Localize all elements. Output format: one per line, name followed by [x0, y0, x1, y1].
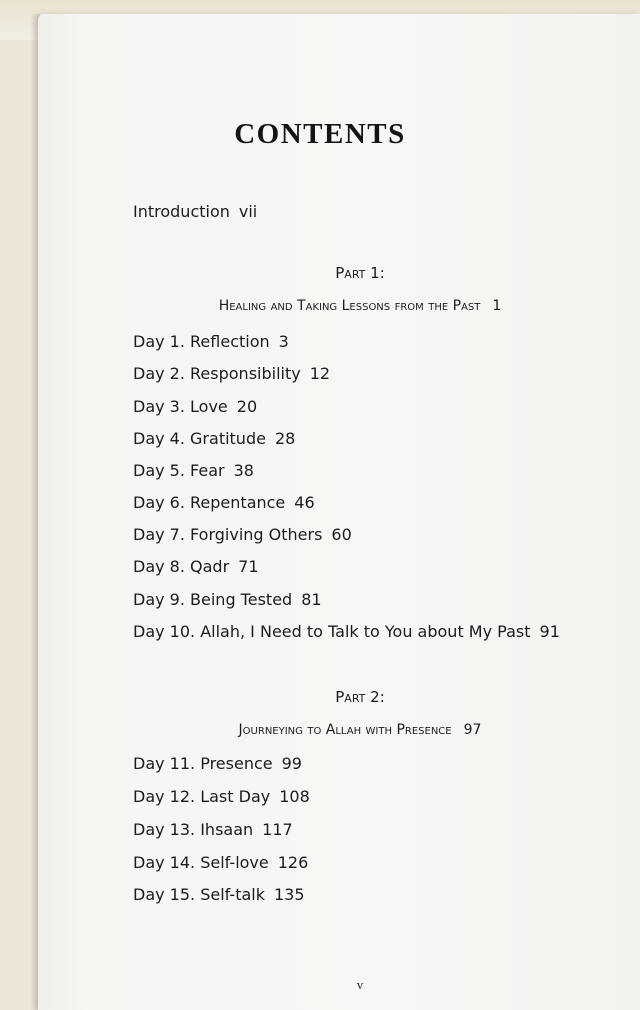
part-1-title: [40, 298, 640, 314]
toc-entry-page: 28: [274, 429, 296, 448]
toc-entry-day-3: [133, 397, 257, 416]
toc-entry-page: 108: [279, 787, 310, 806]
toc-entry-page: 91: [539, 622, 560, 641]
toc-entry-page: 60: [331, 525, 352, 544]
toc-entry-day-12: [133, 787, 310, 806]
toc-entry-day-2: [133, 364, 330, 383]
toc-entry-day-4: [133, 429, 295, 448]
toc-entry-introduction: [133, 202, 257, 221]
toc-entry-day-14: [133, 853, 308, 872]
toc-entry-page: 38: [233, 461, 254, 480]
toc-entry-day-5: [133, 461, 254, 480]
toc-entry-label: Day 12. Last Day: [133, 787, 271, 806]
toc-entry-label: Day 11. Presence: [133, 754, 273, 773]
toc-entry-day-11: [133, 754, 302, 773]
toc-entry-label: Introduction: [133, 202, 230, 221]
page-number: v: [356, 977, 364, 992]
toc-entry-label: Day 14. Self-love: [133, 853, 269, 872]
part-2-title: [40, 722, 640, 738]
toc-entry-page: 3: [278, 332, 289, 351]
toc-entry-label: Day 1. Reflection: [133, 332, 270, 351]
part-1-label: Part 1:: [335, 264, 385, 282]
book-page: [38, 14, 640, 1010]
toc-entry-page: 117: [262, 820, 293, 839]
toc-entry-page: 71: [238, 557, 259, 576]
toc-entry-page: 99: [281, 754, 302, 773]
toc-entry-label: Day 8. Qadr: [133, 557, 230, 576]
page-title: CONTENTS: [234, 118, 406, 150]
toc-entry-label: Day 7. Forgiving Others: [133, 525, 323, 544]
toc-entry-page: 46: [294, 493, 315, 512]
toc-entry-day-6: [133, 493, 315, 512]
part-2-label: Part 2:: [335, 688, 385, 706]
toc-entry-label: Day 10. Allah, I Need to Talk to You about My Past: [133, 622, 531, 641]
part-title-page: 97: [463, 722, 482, 738]
toc-entry-label: Day 9. Being Tested: [133, 590, 293, 609]
part-title-text: Healing and Taking Lessons from the Past: [218, 298, 481, 314]
toc-entry-label: Day 6. Repentance: [133, 493, 286, 512]
toc-entry-label: Day 3. Love: [133, 397, 228, 416]
toc-entry-day-7: [133, 525, 352, 544]
toc-entry-label: Day 5. Fear: [133, 461, 225, 480]
toc-entry-day-13: [133, 820, 293, 839]
toc-entry-day-15: [133, 885, 305, 904]
toc-entry-label: Day 2. Responsibility: [133, 364, 301, 383]
toc-entry-page: 81: [301, 590, 322, 609]
toc-entry-page: vii: [238, 202, 258, 221]
toc-entry-day-1: [133, 332, 289, 351]
toc-entry-day-10: [133, 622, 560, 641]
toc-entry-page: 12: [309, 364, 331, 383]
toc-entry-day-9: [133, 590, 322, 609]
toc-entry-label: Day 13. Ihsaan: [133, 820, 254, 839]
part-title-page: 1: [492, 298, 502, 314]
toc-entry-label: Day 15. Self-talk: [133, 885, 265, 904]
toc-entry-page: 135: [273, 885, 305, 904]
toc-entry-label: Day 4. Gratitude: [133, 429, 266, 448]
toc-entry-page: 126: [277, 853, 309, 872]
toc-entry-day-8: [133, 557, 259, 576]
toc-entry-page: 20: [236, 397, 258, 416]
part-title-text: Journeying to Allah with Presence: [238, 722, 452, 738]
